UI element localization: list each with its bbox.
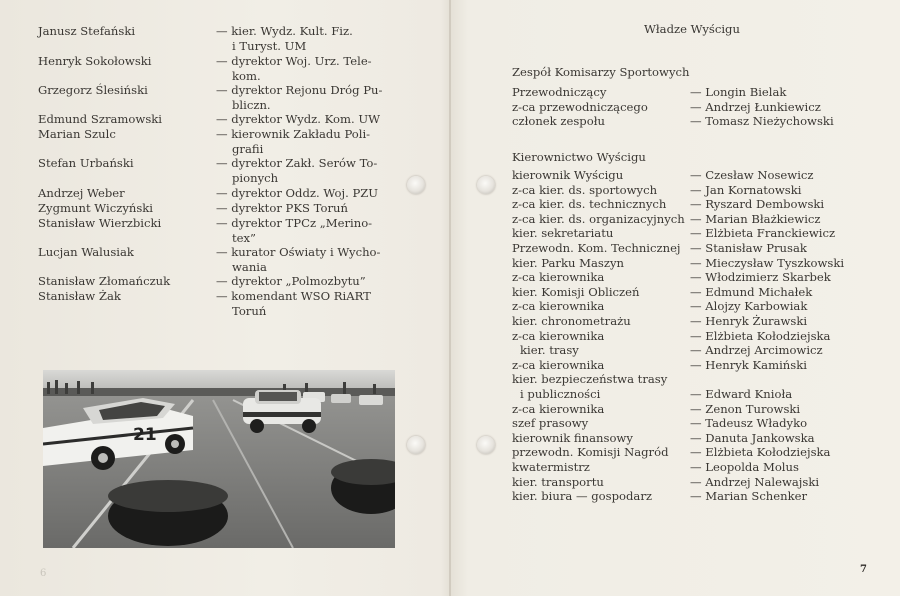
member-role: — dyrektor TPCz „Merino- <box>216 216 373 230</box>
member-role: — komendant WSO RiART <box>216 289 371 303</box>
management-role: kier. bezpieczeństwa trasy <box>512 372 668 387</box>
management-role: kierownik finansowy <box>512 430 633 445</box>
management-role: kierownik Wyścigu <box>512 168 624 182</box>
member-role: i Turyst. UM <box>232 38 307 53</box>
management-name: — Mieczysław Tyszkowski <box>690 255 845 270</box>
member-name: Stanisław Żak <box>38 289 121 303</box>
management-role: kier. transportu <box>512 474 604 489</box>
section-heading-management: Kierownictwo Wyścigu <box>512 150 646 164</box>
section-heading-commissioners: Zespół Komisarzy Sportowych <box>512 65 690 79</box>
management-role: z-ca kier. ds. technicznych <box>512 197 667 212</box>
management-role: z-ca kierownika <box>512 357 605 372</box>
member-role: wania <box>232 259 267 274</box>
commissioner-role: Przewodniczący <box>512 85 607 99</box>
management-role: kier. sekretariatu <box>512 226 614 241</box>
management-name: — Edmund Michałek <box>690 284 813 299</box>
page-number-left: 6 <box>40 568 47 579</box>
member-role: — dyrektor Wydz. Kom. UW <box>216 112 381 126</box>
member-role: — dyrektor Zakł. Serów To- <box>216 156 378 170</box>
binding-hole <box>407 176 425 194</box>
member-name: Stanisław Wierzbicki <box>38 216 162 230</box>
binding-hole <box>477 176 495 194</box>
commissioner-role: członek zespołu <box>512 114 605 128</box>
member-role: tex” <box>232 230 256 245</box>
management-role: z-ca kierownika <box>512 328 605 343</box>
management-name: — Stanisław Prusak <box>690 241 807 255</box>
page-fold <box>449 0 451 596</box>
commissioner-name: — Andrzej Łunkiewicz <box>690 99 821 114</box>
commissioner-role: z-ca przewodniczącego <box>512 99 648 114</box>
member-role: — kierownik Zakładu Poli- <box>216 127 371 141</box>
page-number-right: 7 <box>860 564 867 575</box>
management-name: — Danuta Jankowska <box>690 430 815 445</box>
race-cars-image <box>43 370 395 548</box>
member-name: Henryk Sokołowski <box>38 54 152 68</box>
management-name: — Andrzej Nalewajski <box>690 474 820 489</box>
member-role: — dyrektor „Polmozbytu” <box>216 274 366 288</box>
member-role: kom. <box>232 68 261 83</box>
management-name: — Alojzy Karbowiak <box>690 299 808 314</box>
member-role: Toruń <box>232 303 267 318</box>
commissioner-name: — Tomasz Nieżychowski <box>690 114 834 128</box>
management-name: — Czesław Nosewicz <box>690 168 814 182</box>
management-name: — Elżbieta Kołodziejska <box>690 328 831 343</box>
management-name: — Henryk Żurawski <box>690 314 808 328</box>
management-role: kier. chronometrażu <box>512 314 631 328</box>
member-name: Zygmunt Wiczyński <box>38 201 154 215</box>
management-role: przewodn. Komisji Nagród <box>512 445 669 460</box>
management-role: z-ca kier. ds. organizacyjnych <box>512 211 685 226</box>
management-name: — Elżbieta Kołodziejska <box>690 445 831 460</box>
management-role: kier. trasy <box>520 343 579 358</box>
management-role: szef prasowy <box>512 416 589 431</box>
management-name: — Leopolda Molus <box>690 460 799 474</box>
management-role: kwatermistrz <box>512 460 590 474</box>
member-role: pionych <box>232 170 279 185</box>
member-role: — dyrektor Woj. Urz. Tele- <box>216 54 372 68</box>
management-name: — Marian Schenker <box>690 489 808 504</box>
management-name: — Henryk Kamiński <box>690 357 807 372</box>
management-role: i publiczności <box>520 387 601 401</box>
management-role: z-ca kier. ds. sportowych <box>512 182 658 197</box>
commissioner-name: — Longin Bielak <box>690 85 787 99</box>
management-name: — Tadeusz Władyko <box>690 416 808 431</box>
member-role: — dyrektor Oddz. Woj. PZU <box>216 186 379 200</box>
member-name: Edmund Szramowski <box>38 112 163 126</box>
race-photo <box>43 370 395 548</box>
member-role: bliczn. <box>232 97 271 112</box>
member-role: — kier. Wydz. Kult. Fiz. <box>216 24 353 38</box>
management-name: — Edward Knioła <box>690 387 793 401</box>
member-role: grafii <box>232 141 264 156</box>
member-name: Stefan Urbański <box>38 156 134 170</box>
member-role: — dyrektor PKS Toruń <box>216 201 348 215</box>
member-role: — kurator Oświaty i Wycho- <box>216 245 381 259</box>
management-name: — Marian Błażkiewicz <box>690 211 821 226</box>
page-title: Władze Wyścigu <box>644 22 740 36</box>
management-role: z-ca kierownika <box>512 401 605 416</box>
member-name: Grzegorz Ślesiński <box>38 83 148 97</box>
member-role: — dyrektor Rejonu Dróg Pu- <box>216 83 383 97</box>
management-name: — Zenon Turowski <box>690 401 801 416</box>
management-name: — Jan Kornatowski <box>690 182 802 197</box>
management-role: Przewodn. Kom. Technicznej <box>512 241 681 255</box>
management-name: — Andrzej Arcimowicz <box>690 343 823 358</box>
management-name: — Włodzimierz Skarbek <box>690 270 831 285</box>
binding-hole <box>407 436 425 454</box>
management-name: — Ryszard Dembowski <box>690 197 825 212</box>
member-name: Stanisław Złomańczuk <box>38 274 171 288</box>
management-role: z-ca kierownika <box>512 270 605 285</box>
management-role: z-ca kierownika <box>512 299 605 314</box>
car-number: 21 <box>133 425 157 445</box>
binding-hole <box>477 436 495 454</box>
member-name: Lucjan Walusiak <box>38 245 134 259</box>
management-role: kier. biura — gospodarz <box>512 489 652 504</box>
member-name: Andrzej Weber <box>38 186 125 200</box>
management-name: — Elżbieta Franckiewicz <box>690 226 836 241</box>
member-name: Marian Szulc <box>38 127 116 141</box>
management-role: kier. Parku Maszyn <box>512 255 625 270</box>
management-role: kier. Komisji Obliczeń <box>512 284 640 299</box>
member-name: Janusz Stefański <box>38 24 136 38</box>
